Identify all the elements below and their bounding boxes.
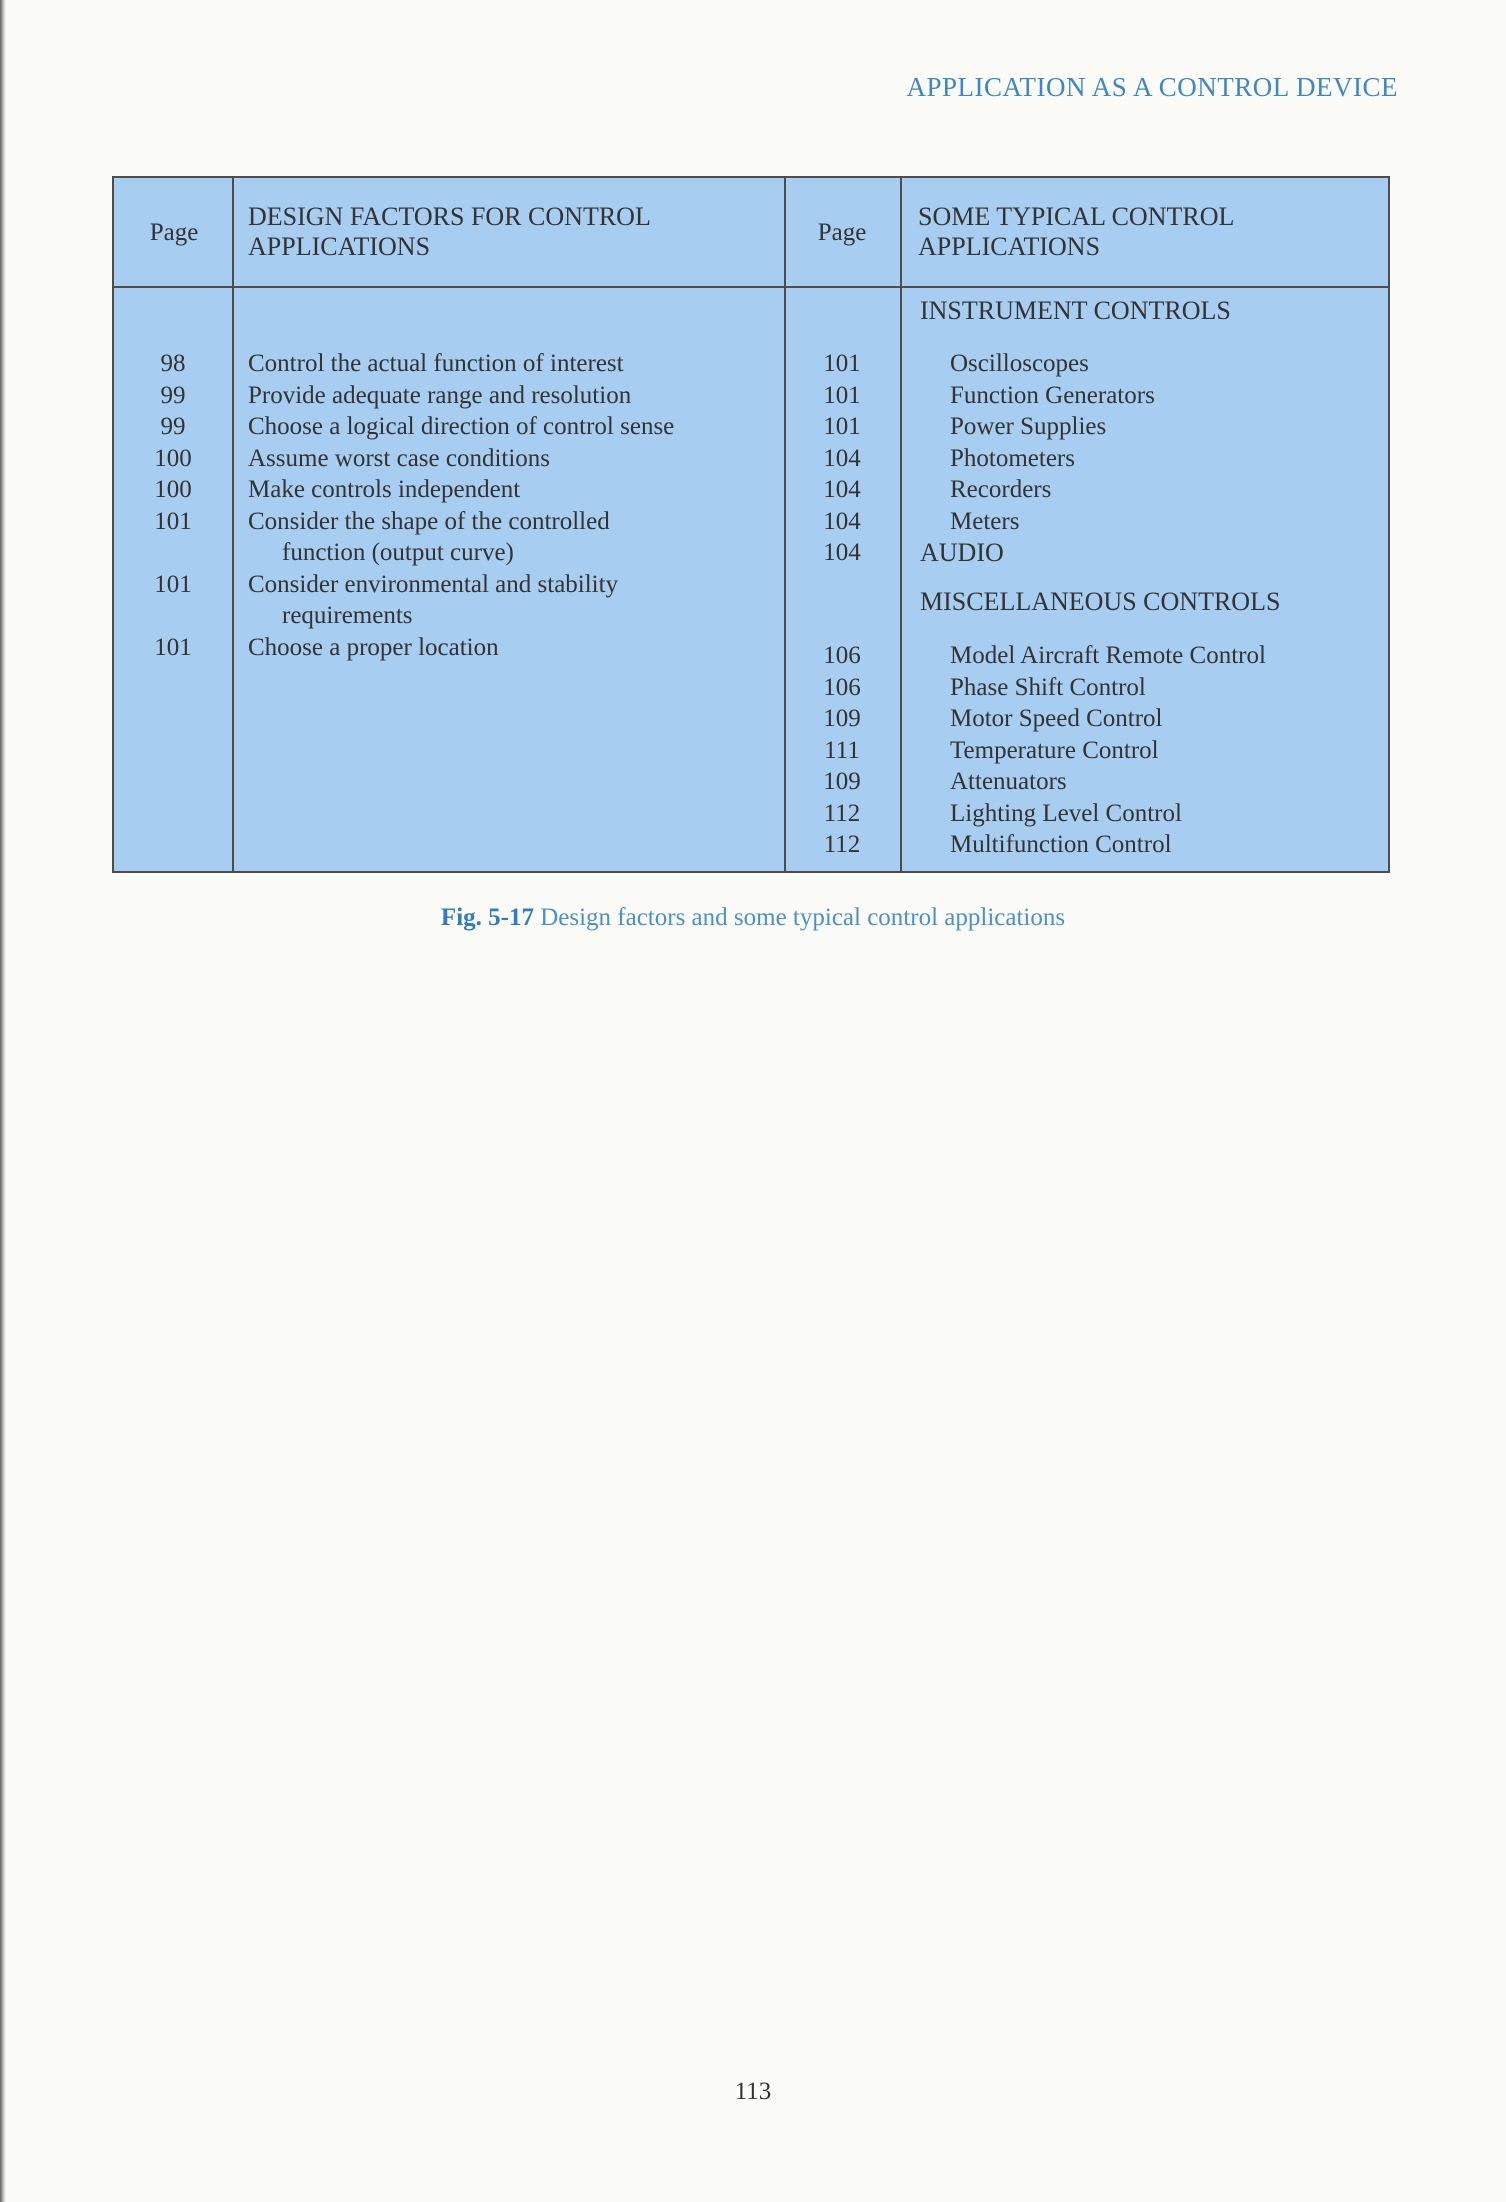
list-item: Make controls independent	[248, 476, 521, 503]
list-item: Function Generators	[950, 381, 1155, 409]
list-item: Assume worst case conditions	[248, 444, 551, 472]
page-number-cell: 101	[823, 381, 861, 409]
page-number-cell: 98	[160, 350, 186, 377]
page-number-cell: 104	[823, 539, 861, 566]
list-item-continuation: requirements	[282, 602, 413, 629]
header-line: DESIGN FACTORS FOR CONTROL	[248, 202, 651, 231]
header-line: APPLICATIONS	[248, 232, 431, 261]
header-typical-applications	[918, 202, 1234, 262]
page-number-cell: 111	[824, 736, 860, 764]
instrument-control-list	[950, 348, 1155, 537]
page-number-cell	[114, 537, 232, 569]
list-item: Motor Speed Control	[950, 705, 1163, 732]
page-number-cell: 101	[154, 570, 192, 598]
page-number-cell	[114, 600, 232, 632]
list-item: Photometers	[950, 444, 1075, 472]
list-item: Multifunction Control	[950, 831, 1172, 858]
table-divider	[232, 178, 234, 871]
list-item: Oscilloscopes	[950, 350, 1089, 377]
page-number-cell: 109	[823, 705, 861, 732]
page-number-cell: 104	[823, 507, 861, 535]
list-item: Choose a proper location	[248, 633, 499, 661]
list-item: Recorders	[950, 476, 1052, 503]
header-divider	[114, 286, 1388, 288]
figure-number: Fig. 5-17	[440, 904, 534, 931]
design-factors-table	[112, 176, 1390, 873]
table-divider	[900, 178, 902, 871]
header-page-left: Page	[149, 219, 199, 246]
section-title-miscellaneous-controls: MISCELLANEOUS CONTROLS	[920, 587, 1281, 616]
page-number-cell: 101	[823, 350, 861, 377]
page-number: 113	[734, 2078, 772, 2105]
design-factor-list	[248, 348, 674, 663]
page-number-cell: 99	[160, 413, 186, 440]
page-number-cell: 112	[823, 799, 861, 827]
running-head: APPLICATION AS A CONTROL DEVICE	[906, 72, 1398, 102]
page-number-cell: 100	[154, 476, 192, 503]
instrument-control-pages	[784, 348, 900, 569]
page-number-cell: 109	[823, 768, 861, 795]
design-factor-pages	[114, 348, 232, 663]
header-page-right: Page	[817, 219, 867, 246]
page-number-cell: 104	[823, 444, 861, 472]
page-number-cell: 106	[823, 642, 861, 669]
page-number-cell: 99	[160, 381, 186, 409]
list-item: Phase Shift Control	[950, 673, 1146, 701]
misc-control-pages	[784, 640, 900, 861]
section-title-audio: AUDIO	[920, 538, 1004, 567]
list-item: Choose a logical direction of control sense	[248, 413, 675, 440]
list-item-continuation: function (output curve)	[282, 539, 514, 566]
figure-caption	[0, 904, 1506, 932]
list-item: Meters	[950, 507, 1020, 535]
list-item: Consider the shape of the controlled	[248, 507, 610, 535]
header-line: SOME TYPICAL CONTROL	[918, 202, 1235, 231]
list-item: Lighting Level Control	[950, 799, 1182, 827]
page-number-cell: 101	[154, 633, 192, 661]
section-title-instrument-controls: INSTRUMENT CONTROLS	[920, 296, 1231, 325]
header-line: APPLICATIONS	[918, 232, 1101, 261]
page-number-cell: 100	[154, 444, 192, 472]
list-item: Model Aircraft Remote Control	[950, 642, 1266, 669]
page-edge-shadow	[0, 0, 6, 2202]
misc-control-list	[950, 640, 1266, 861]
list-item: Power Supplies	[950, 413, 1107, 440]
list-item: Temperature Control	[950, 736, 1159, 764]
list-item: Control the actual function of interest	[248, 350, 624, 377]
list-item: Provide adequate range and resolution	[248, 381, 632, 409]
page-number-cell: 101	[823, 413, 861, 440]
page-number-cell: 104	[823, 476, 861, 503]
list-item: Attenuators	[950, 768, 1067, 795]
page-number-cell: 101	[154, 507, 192, 535]
page-number-cell: 106	[823, 673, 861, 701]
list-item: Consider environmental and stability	[248, 570, 619, 598]
figure-caption-text: Design factors and some typical control applications	[540, 904, 1066, 931]
page-number-cell: 112	[823, 831, 861, 858]
header-design-factors	[248, 202, 651, 262]
